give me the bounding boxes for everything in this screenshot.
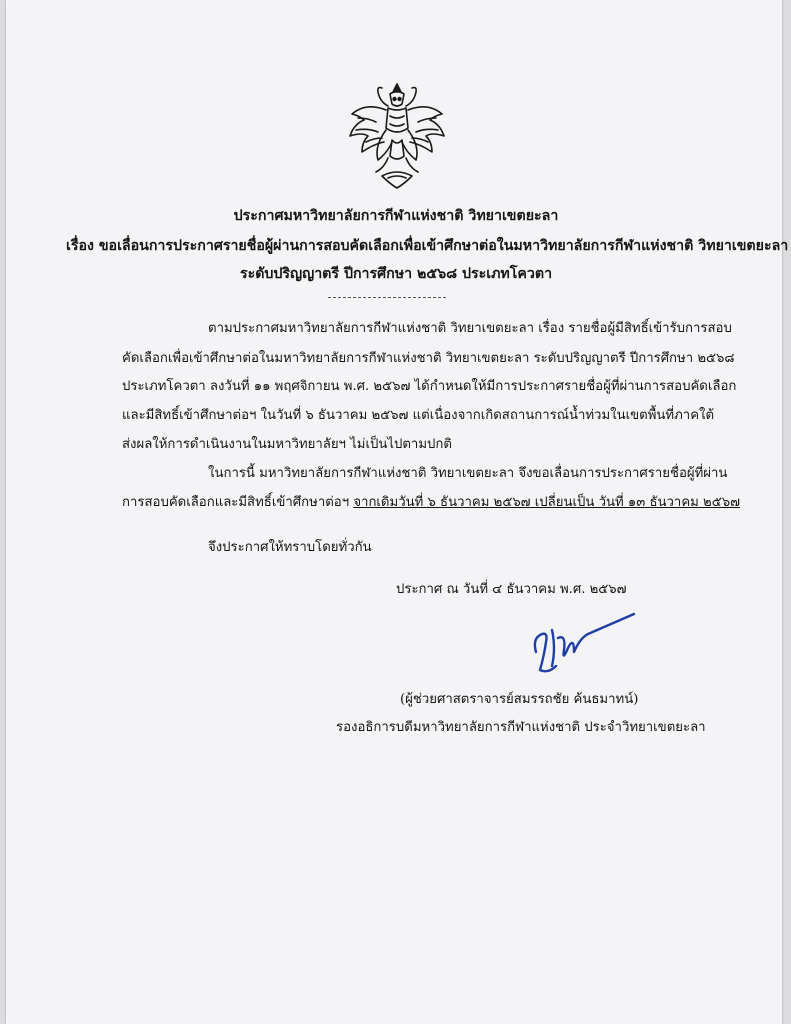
announcement-subject-continued: ระดับปริญญาตรี ปีการศึกษา ๒๕๖๘ ประเภทโควตา [239,266,553,282]
document-page [6,0,789,1024]
announcement-subject: เรื่อง ขอเลื่อนการประกาศรายชื่อผู้ผ่านการสอบคัดเลือกเพื่อเข้าศึกษาต่อในมหาวิทยาลัยการกีฬาแห่งชาติ วิทยาเขตยะลา [66,238,789,254]
garuda-emblem-icon [344,80,450,192]
body-line: ส่งผลให้การดำเนินงานในมหาวิทยาลัยฯ ไม่เป็นไปตามปกติ [122,437,452,452]
announcement-date: ประกาศ ณ วันที่ ๔ ธันวาคม พ.ศ. ๒๕๖๗ [396,582,627,597]
signer-position: รองอธิการบดีมหาวิทยาลัยการกีฬาแห่งชาติ ประจำวิทยาเขตยะลา [336,720,706,735]
body-line: คัดเลือกเพื่อเข้าศึกษาต่อในมหาวิทยาลัยการกีฬาแห่งชาติ วิทยาเขตยะลา ระดับปริญญาตรี ปีการศึกษา ๒๕๖๘ [122,351,735,366]
signer-name: (ผู้ช่วยศาสตราจารย์สมรรถชัย ค้นธมาทน์) [400,692,639,707]
body-line: ในการนี้ มหาวิทยาลัยการกีฬาแห่งชาติ วิทยาเขตยะลา จึงขอเลื่อนการประกาศรายชื่อผู้ที่ผ่าน [208,466,728,481]
closing-statement: จึงประกาศให้ทราบโดยทั่วกัน [208,540,372,555]
body-line: ประเภทโควตา ลงวันที่ ๑๑ พฤศจิกายน พ.ศ. ๒๕๖๗ ได้กำหนดให้มีการประกาศรายชื่อผู้ที่ผ่านการสอบคัดเลือก [122,379,737,394]
handwritten-signature-icon [522,608,650,678]
announcement-heading: ประกาศมหาวิทยาลัยการกีฬาแห่งชาติ วิทยาเขตยะลา [233,208,559,224]
title-separator [328,297,446,298]
body-text: การสอบคัดเลือกและมีสิทธิ์เข้าศึกษาต่อฯ [122,495,354,510]
body-line: ตามประกาศมหาวิทยาลัยการกีฬาแห่งชาติ วิทยาเขตยะลา เรื่อง รายชื่อผู้มีสิทธิ์เข้ารับการสอบ [208,321,732,336]
body-line-with-date-change [122,493,740,513]
new-announcement-date: จากเดิมวันที่ ๖ ธันวาคม ๒๕๖๗ เปลี่ยนเป็น วันที่ ๑๓ ธันวาคม ๒๕๖๗ [353,495,741,510]
body-line: และมีสิทธิ์เข้าศึกษาต่อฯ ในวันที่ ๖ ธันวาคม ๒๕๖๗ แต่เนื่องจากเกิดสถานการณ์น้ำท่วมในเขตพื้นที่ภาคใต้ [122,408,715,423]
